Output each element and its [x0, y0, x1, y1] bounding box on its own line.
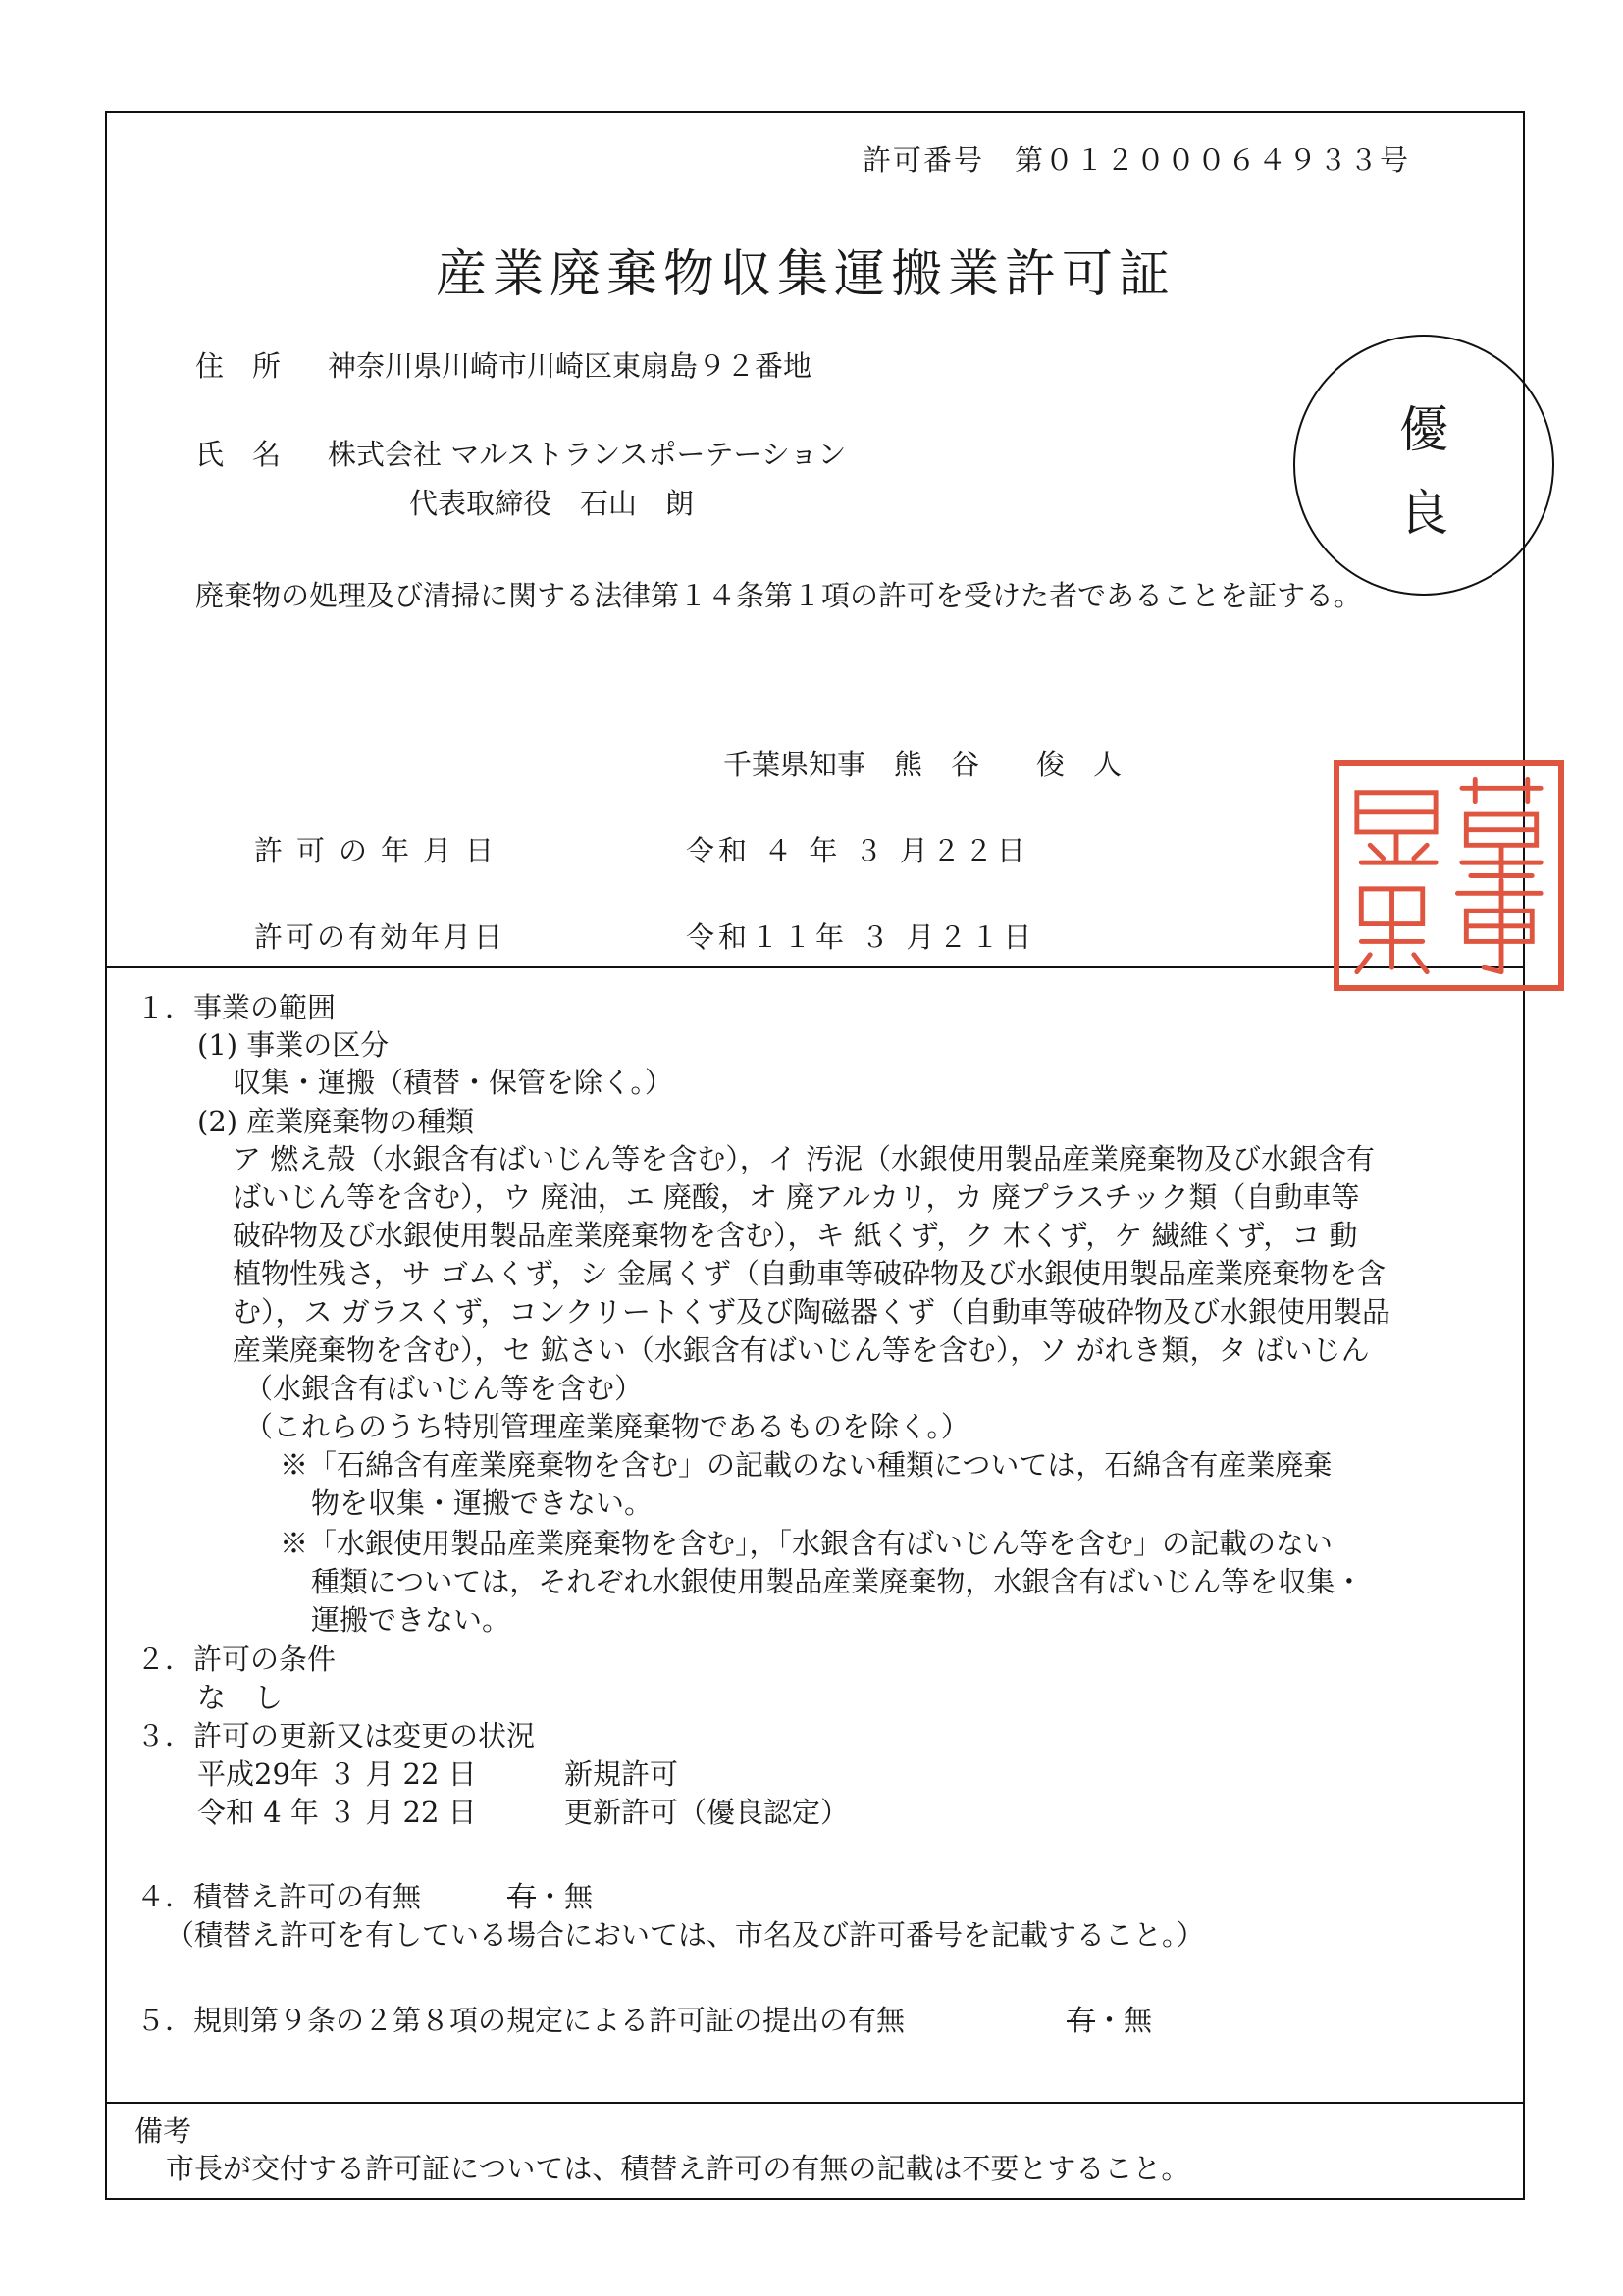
history-date: 平成29年 ３ 月 22 日 [197, 1757, 477, 1791]
company-name: 株式会社 マルストランスポーテーション [328, 438, 847, 471]
choice-no: 無 [564, 1880, 594, 1913]
waste-types-line: 産業廃棄物を含む），セ 鉱さい（水銀含有ばいじん等を含む），ソ がれき類，タ ばいじん [233, 1333, 1370, 1367]
mercury-note-line: 種類については，それぞれ水銀使用製品産業廃棄物，水銀含有ばいじん等を収集・ [311, 1565, 1364, 1598]
name-label: 氏 名 [195, 438, 282, 471]
governor-name: 千葉県知事 熊 谷 俊 人 [723, 748, 1123, 781]
history-status: 更新許可（優良認定） [564, 1796, 850, 1829]
representative-name: 代表取締役 石山 朗 [409, 487, 695, 520]
mercury-note-line: 運搬できない。 [311, 1603, 511, 1637]
submission-choice [1067, 1999, 1152, 2039]
waste-types-line: 植物性残さ，サ ゴムくず，シ 金属くず（自動車等破砕物及び水銀使用製品産業廃棄物を含 [233, 1257, 1386, 1290]
section5-heading: ５．規則第９条の２第８項の規定による許可証の提出の有無 [136, 2004, 906, 2037]
waste-types-line: （水銀含有ばいじん等を含む） [244, 1372, 644, 1405]
certificate-title: 産業廃棄物収集運搬業許可証 [436, 245, 1177, 304]
permit-details-section [107, 968, 1523, 2104]
certification-statement: 廃棄物の処理及び清掃に関する法律第１４条第１項の許可を受けた者であることを証する。 [195, 579, 1363, 612]
choice-yes-struck: 有 [507, 1880, 537, 1913]
mercury-note-line: ※「水銀使用製品産業廃棄物を含む」，「水銀含有ばいじん等を含む」の記載のない [280, 1527, 1334, 1560]
asbestos-note-line: ※「石綿含有産業廃棄物を含む」の記載のない種類については，石綿含有産業廃棄 [280, 1448, 1333, 1482]
choice-separator: ・ [536, 1880, 565, 1913]
remarks-label: 備考 [134, 2114, 192, 2148]
conditions-value: な し [197, 1681, 284, 1714]
asbestos-note-line: 物を収集・運搬できない。 [311, 1487, 654, 1520]
waste-types-line: む），ス ガラスくず，コンクリートくず及び陶磁器くず（自動車等破砕物及び水銀使用製品 [233, 1295, 1390, 1329]
section3-heading: ３．許可の更新又は変更の状況 [136, 1719, 536, 1752]
certificate-frame [105, 111, 1525, 2200]
address-label: 住 所 [195, 349, 282, 383]
choice-separator: ・ [1095, 2004, 1125, 2037]
business-category-value: 収集・運搬（積替・保管を除く。） [233, 1066, 673, 1099]
transshipment-choice [507, 1875, 593, 1915]
excellence-mark-char-1: 優 [1399, 401, 1448, 458]
governor-seal [1334, 760, 1564, 991]
waste-types-line: ばいじん等を含む），ウ 廃油，エ 廃酸，オ 廃アルカリ，カ 廃プラスチック類（自動車等 [233, 1180, 1360, 1214]
section1-heading: １．事業の範囲 [136, 991, 337, 1024]
remarks-text: 市長が交付する許可証については、積替え許可の有無の記載は不要とすること。 [166, 2152, 1190, 2185]
choice-no: 無 [1124, 2004, 1153, 2037]
waste-types-line: 破砕物及び水銀使用製品産業廃棄物を含む），キ 紙くず，ク 木くず，ケ 繊維くず，コ 動 [233, 1219, 1358, 1252]
seal-glyph-icon [1339, 766, 1558, 985]
transshipment-note: （積替え許可を有している場合においては、市名及び許可番号を記載すること。） [166, 1918, 1205, 1952]
waste-types-line: ア 燃え殻（水銀含有ばいじん等を含む），イ 汚泥（水銀使用製品産業廃棄物及び水銀含有 [233, 1142, 1375, 1175]
certificate-header-section [107, 113, 1523, 968]
history-date: 令和 4 年 ３ 月 22 日 [197, 1796, 477, 1829]
excellence-mark-char-2: 良 [1399, 485, 1448, 542]
choice-yes-struck: 有 [1067, 2004, 1096, 2037]
permit-date-label: 許可の年月日 [254, 834, 508, 867]
excellence-mark [1293, 335, 1554, 596]
permit-date-value: 令和 ４ 年 ３ 月２２日 [686, 834, 1029, 867]
business-category-heading: (1) 事業の区分 [197, 1028, 390, 1062]
remarks-section [107, 2104, 1523, 2198]
exclusion-note: （これらのうち特別管理産業廃棄物であるものを除く。） [244, 1410, 969, 1443]
expiry-date-value: 令和１１年 ３ 月２１日 [686, 920, 1036, 954]
expiry-date-label: 許可の有効年月日 [254, 920, 506, 954]
permit-number: 許可番号 第０１２０００６４９３３号 [863, 143, 1411, 177]
waste-types-heading: (2) 産業廃棄物の種類 [197, 1105, 475, 1138]
address-value: 神奈川県川崎市川崎区東扇島９２番地 [328, 349, 812, 383]
section4-heading: ４．積替え許可の有無 [136, 1880, 422, 1913]
section2-heading: ２．許可の条件 [136, 1643, 337, 1676]
history-status: 新規許可 [564, 1757, 679, 1791]
